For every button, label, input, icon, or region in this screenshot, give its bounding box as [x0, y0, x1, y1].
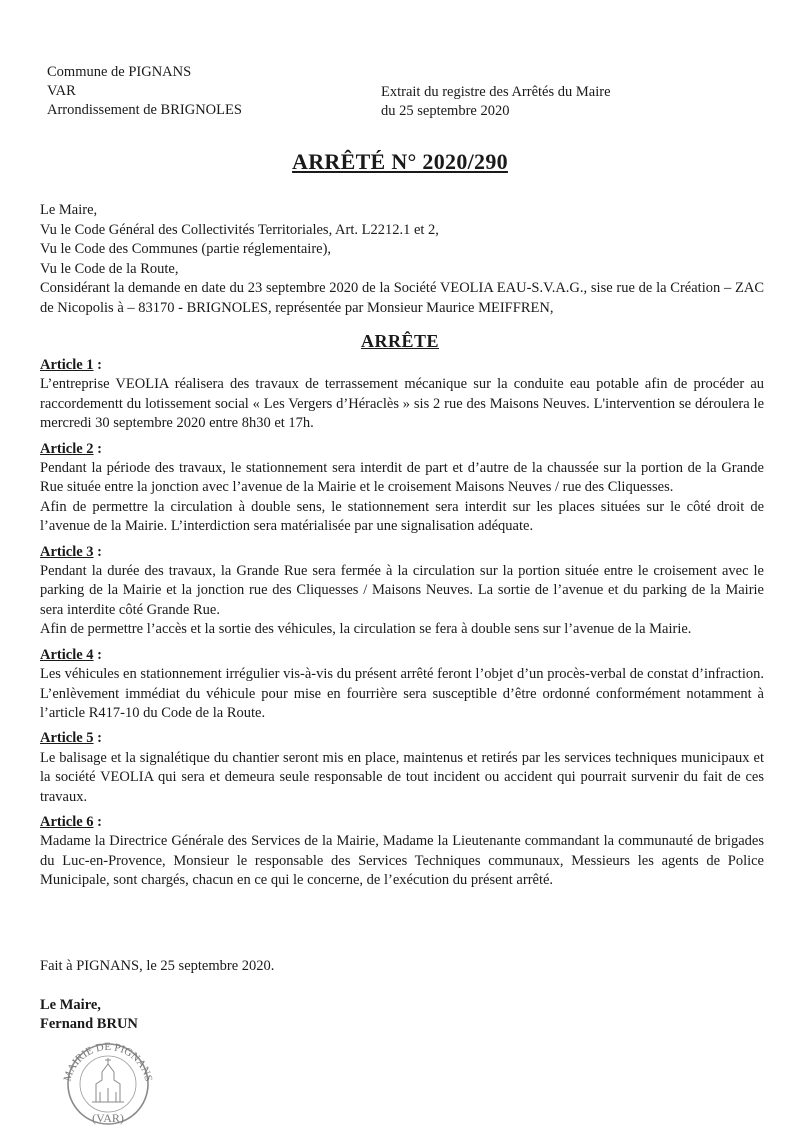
- article-title: Article 4: [40, 646, 94, 663]
- article-title: Article 6: [40, 813, 94, 830]
- article-title: Article 3: [40, 543, 94, 560]
- articles-list: [40, 356, 764, 897]
- village-emblem-icon: [92, 1058, 124, 1102]
- commune-header: [47, 63, 242, 120]
- department-name: VAR: [47, 83, 76, 99]
- article-5: Article 5 : Le balisage et la signalétique du chantier seront mis en place, maintenus et retirés par les services techniques municipaux et la société VEOLIA qui sera et demeura seule responsable de tout incident ou accident qui pourrait survenir du fait de ces travaux.: [40, 729, 764, 807]
- commune-name: Commune de PIGNANS: [47, 64, 192, 80]
- signature-block: [40, 996, 138, 1034]
- article-paragraph: Pendant la durée des travaux, la Grande Rue sera fermée à la circulation sur la portion située entre le croisement avec le parking de la Mairie et la jonction rue des Cliquesses / Maisons Neuves. La sortie de l’avenue et du parking de la Mairie sera interdite côté Grande Rue.: [40, 563, 764, 618]
- preamble-line: Le Maire,: [40, 202, 98, 218]
- article-1: Article 1 : L’entreprise VEOLIA réalisera des travaux de terrassement mécanique sur la conduite eau potable afin de procéder au raccordementt du lotissement social « Les Vergers d’Héraclès » sis 2 rue des Maisons Neuves. L'intervention se déroulera le mercredi 30 septembre 2020 entre 8h30 et 17h.: [40, 356, 764, 434]
- article-2: Article 2 : Pendant la période des travaux, le stationnement sera interdit de part et d’autre de la chaussée sur la portion de la Grande Rue située entre la jonction avec l’avenue de la Mairie et le croisement Maisons Neuves / rue des Cliquesses. Afin de permettre la circulation à double sens, le stationnement sera interdit sur les places situées sur le côté droit de l’avenue de la Mairie. L’interdiction sera matérialisée par une signalisation adéquate.: [40, 440, 764, 537]
- register-extract: [381, 83, 611, 121]
- article-4: Article 4 : Les véhicules en stationnement irrégulier vis-à-vis du présent arrêté feront l’objet d’un procès-verbal de constat d’infraction. L’enlèvement immédiat du véhicule pour mise en fourrière sera susceptible d’être ordonné conformément notamment à l’article R417-10 du Code de la Route.: [40, 646, 764, 724]
- preamble-line: Considérant la demande en date du 23 septembre 2020 de la Société VEOLIA EAU-S.V.A.G., sise rue de la Création – ZAC de Nicopolis à – 83170 - BRIGNOLES, représentée par Monsieur Maurice MEIFFREN,: [40, 280, 764, 316]
- article-paragraph: Afin de permettre la circulation à double sens, le stationnement sera interdit sur les places situées sur le côté droit de l’avenue de la Mairie. L’interdiction sera matérialisée par une signalisation adéquate.: [40, 498, 764, 535]
- stamp-top-text: MAIRIE DE PIGNANS: [61, 1040, 155, 1083]
- article-paragraph: Pendant la période des travaux, le stationnement sera interdit de part et d’autre de la chaussée sur la portion de la Grande Rue située entre la jonction avec l’avenue de la Mairie et le croisement Maisons Neuves / rue des Cliquesses.: [40, 460, 764, 496]
- place-and-date: Fait à PIGNANS, le 25 septembre 2020.: [40, 958, 275, 974]
- article-paragraph: Les véhicules en stationnement irrégulier vis-à-vis du présent arrêté feront l’objet d’un procès-verbal de constat d’infraction. L’enlèvement immédiat du véhicule pour mise en fourrière sera susceptible d’être ordonné conformément notamment à l’article R417-10 du Code de la Route.: [40, 666, 764, 721]
- arrondissement-name: Arrondissement de BRIGNOLES: [47, 102, 242, 118]
- mairie-stamp: [56, 1036, 160, 1126]
- article-paragraph: Madame la Directrice Générale des Services de la Mairie, Madame la Lieutenante commandant la communauté de brigades du Luc-en-Provence, Monsieur le responsable des Services Techniques communaux, Messieurs les agents de Police Municipale, sont chargés, chacun en ce qui le concerne, de l’exécution du présent arrêté.: [40, 833, 764, 889]
- article-paragraph: Le balisage et la signalétique du chantier seront mis en place, maintenus et retirés par les services techniques municipaux et la société VEOLIA qui sera et demeura seule responsable de tout incident ou accident qui pourrait survenir du fait de ces travaux.: [40, 749, 764, 805]
- decree-title: ARRÊTÉ N° 2020/290: [292, 149, 508, 174]
- preamble-line: Vu le Code Général des Collectivités Territoriales, Art. L2212.1 et 2,: [40, 221, 439, 238]
- register-date: du 25 septembre 2020: [381, 103, 510, 119]
- article-title: Article 5: [40, 730, 94, 747]
- article-title: Article 2: [40, 440, 94, 457]
- article-paragraph: Afin de permettre l’accès et la sortie des véhicules, la circulation se fera à double sens sur l’avenue de la Mairie.: [40, 621, 692, 638]
- preamble-line: Vu le Code de la Route,: [40, 260, 179, 277]
- preamble-line: Vu le Code des Communes (partie réglementaire),: [40, 241, 332, 258]
- signatory-role: Le Maire,: [40, 997, 101, 1013]
- article-6: Article 6 : Madame la Directrice Générale des Services de la Mairie, Madame la Lieutenante commandant la communauté de brigades du Luc-en-Provence, Monsieur le responsable des Services Techniques communaux, Messieurs les agents de Police Municipale, sont chargés, chacun en ce qui le concerne, de l’exécution du présent arrêté.: [40, 813, 764, 891]
- article-3: Article 3 : Pendant la durée des travaux, la Grande Rue sera fermée à la circulation sur la portion située entre le croisement avec le parking de la Mairie et la jonction rue des Cliquesses / Maisons Neuves. La sortie de l’avenue et du parking de la Mairie sera interdite côté Grande Rue. Afin de permettre l’accès et la sortie des véhicules, la circulation se fera à double sens sur l’avenue de la Mairie.: [40, 543, 764, 640]
- article-paragraph: L’entreprise VEOLIA réalisera des travaux de terrassement mécanique sur la conduite eau potable afin de procéder au raccordementt du lotissement social « Les Vergers d’Héraclès » sis 2 rue des Maisons Neuves. L'intervention se déroulera le mercredi 30 septembre 2020 entre 8h30 et 17h.: [40, 376, 764, 432]
- article-title: Article 1: [40, 357, 94, 373]
- preamble: [40, 201, 764, 319]
- register-title: Extrait du registre des Arrêtés du Maire: [381, 84, 611, 100]
- signatory-name: Fernand BRUN: [40, 1016, 138, 1032]
- arrete-heading: ARRÊTE: [360, 331, 439, 351]
- stamp-bottom-text: (VAR): [92, 1111, 124, 1125]
